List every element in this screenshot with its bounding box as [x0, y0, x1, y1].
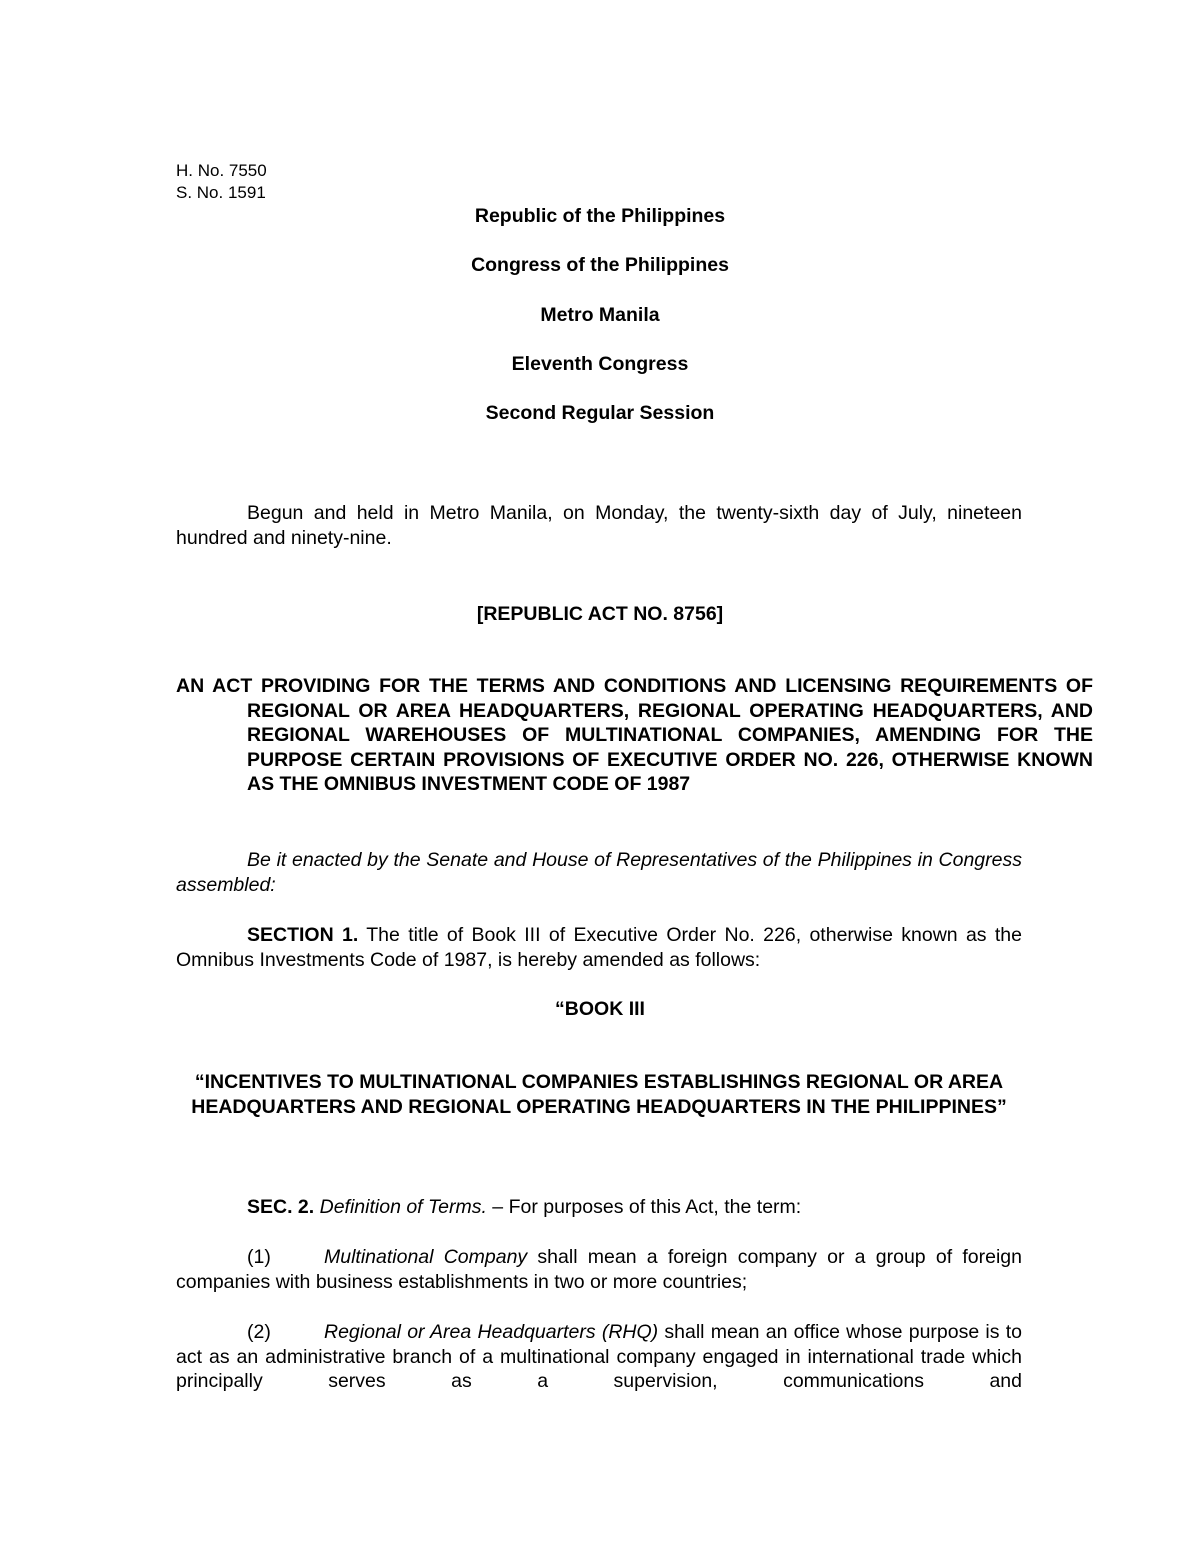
definition-2-text: shall mean an office whose purpose is to act as an administrative branch of a multinational company engaged in international trade which principally serves as a supervision, communications and	[176, 1321, 1023, 1392]
definition-1-number: (1)	[247, 1246, 271, 1268]
section-1-label: SECTION 1.	[247, 924, 359, 946]
definition-1-text: shall mean a foreign company or a group of foreign companies with business establishments in two or more countries;	[176, 1246, 1022, 1293]
definition-1	[176, 1245, 1022, 1294]
location-heading: Metro Manila	[540, 304, 660, 326]
book-heading: “BOOK III	[555, 998, 645, 1020]
section-1-paragraph	[176, 923, 1022, 972]
session-heading: Second Regular Session	[485, 402, 715, 424]
book-title: “INCENTIVES TO MULTINATIONAL COMPANIES ESTABLISHINGS REGIONAL OR AREA HEADQUARTERS AND REGIONAL OPERATING HEADQUARTERS IN THE PHILIPPINES”	[191, 1071, 1007, 1118]
republic-act-number: [REPUBLIC ACT NO. 8756]	[476, 603, 724, 625]
enacting-clause: Be it enacted by the Senate and House of Representatives of the Philippines in Congress assembled:	[176, 849, 1022, 896]
section-2-label: SEC. 2.	[247, 1196, 315, 1218]
section-2-paragraph	[176, 1195, 1022, 1220]
definition-2-term: Regional or Area Headquarters (RHQ)	[324, 1321, 659, 1343]
congress-number-heading: Eleventh Congress	[511, 353, 689, 375]
definition-2-number: (2)	[247, 1321, 271, 1343]
house-bill-number: H. No. 7550	[176, 161, 267, 180]
section-2-text: – For purposes of this Act, the term:	[486, 1196, 802, 1218]
section-2-heading: Definition of Terms.	[319, 1196, 487, 1218]
definition-2	[176, 1320, 1022, 1394]
begun-paragraph: Begun and held in Metro Manila, on Monday, the twenty-sixth day of July, nineteen hundred and ninety-nine.	[176, 502, 1022, 549]
section-1-text: The title of Book III of Executive Order No. 226, otherwise known as the Omnibus Investments Code of 1987, is hereby amended as follows:	[176, 924, 1022, 971]
congress-heading: Congress of the Philippines	[471, 254, 729, 276]
definition-1-term: Multinational Company	[324, 1246, 528, 1268]
republic-heading: Republic of the Philippines	[474, 205, 726, 227]
act-title: AN ACT PROVIDING FOR THE TERMS AND CONDITIONS AND LICENSING REQUIREMENTS OF REGIONAL OR AREA HEADQUARTERS, REGIONAL OPERATING HEADQUARTERS, AND REGIONAL WAREHOUSES OF MULTINATIONAL COMPANIES, AMENDING FOR THE PURPOSE CERTAIN PROVISIONS OF EXECUTIVE ORDER NO. 226, OTHERWISE KNOWN AS THE OMNIBUS INVESTMENT CODE OF 1987	[176, 675, 1093, 795]
senate-bill-number: S. No. 1591	[176, 183, 266, 202]
